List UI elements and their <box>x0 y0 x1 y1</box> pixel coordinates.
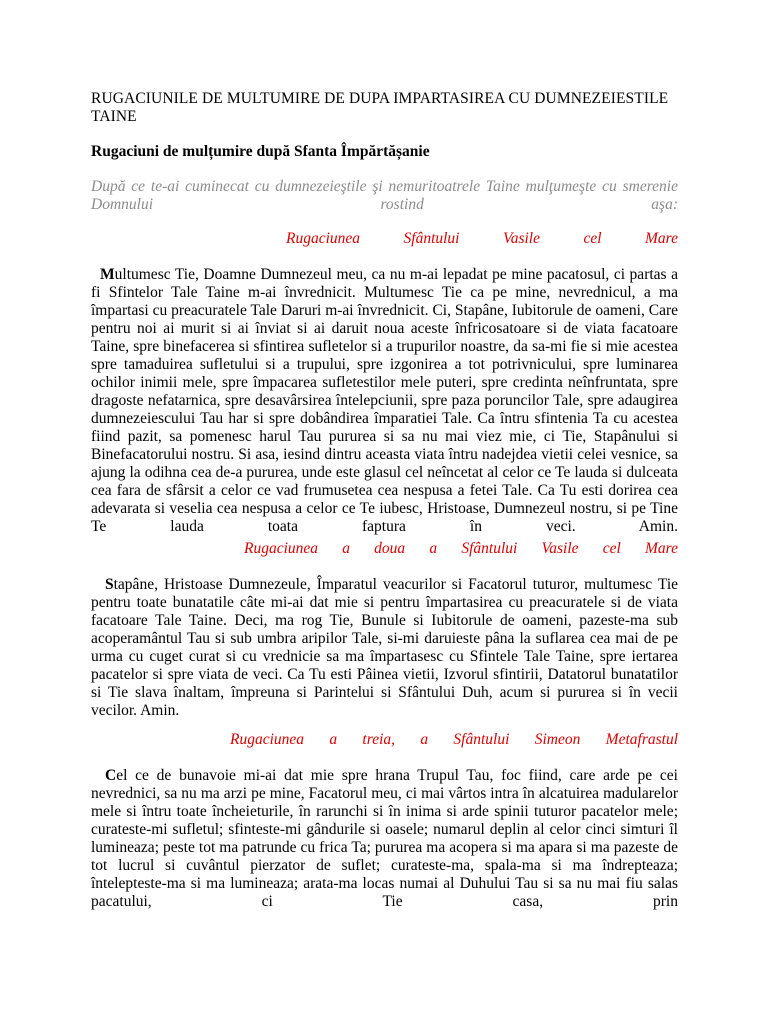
prayer-text-3: el ce de bunavoie mi-ai dat mie spre hrana Trupul Tau, foc fiind, care arde pe cei nevrednici, sa nu ma arzi pe mine, Facatorul meu, ci mai vârtos intra în alcatuirea madularelor mele si întru toate încheieturile, în rarunchi si în inima si arde spinii tuturor pacatelor mele; curateste-mi sufletul; sfinteste-mi gândurile si oasele; numarul deplin al celor cinci simturi îl lumineaza; peste tot ma patrunde cu frica Ta; pururea ma acopera si ma apara si ma pazeste de tot lucrul si cuvântul pierzator de suflet; curateste-ma, spala-ma si ma îndrepteaza; întelepteste-ma si ma lumineaza; arata-ma locas numai al Duhului Tau si sa nu mai fiu salas pacatului, ci Tie casa, prin <box>91 767 678 910</box>
prayer-body-2 <box>91 576 678 720</box>
prayer-heading-1: Rugaciunea Sfântului Vasile cel Mare <box>286 230 678 247</box>
prayer-text-2: tapâne, Hristoase Dumnezeule, Împaratul veacurilor si Facatorul tuturor, multumesc Tie pentru toate bunatatile câte mi-ai dat mie si pentru împartasirea cu preacuratele si de viata facatoare Tale Taine. Deci, ma rog Tie, Bunule si Iubitorule de oameni, pazeste-ma sub acoperamântul Tau si sub umbra aripilor Tale, si-mi daruieste pâna la suflarea cea mai de pe urma cu cuget curat si cu vrednicie sa ma împartasesc cu Sfintele Tale Taine, spre iertarea pacatelor si spre viata de veci. Ca Tu esti Pâinea vietii, Izvorul sfintirii, Datatorul bunatatilor si Tie slava înaltam, împreuna si Parintelui si Sfântului Duh, acum si pururea si în vecii vecilor. Amin. <box>91 576 678 719</box>
document-subtitle: Rugaciuni de mulțumire după Sfanta Împărtășanie <box>91 143 430 160</box>
prayer-initial-1: M <box>100 266 115 283</box>
intro-instruction: După ce te-ai cuminecat cu dumnezeieştile şi nemuritoatrele Taine mulţumeşte cu smerenie Domnului rostind aşa: <box>91 178 678 213</box>
prayer-text-1: ultumesc Tie, Doamne Dumnezeul meu, ca nu m-ai lepadat pe mine pacatosul, ci partas a fi Sfintelor Tale Taine m-ai învrednicit. Multumesc Tie ca pe mine, nevrednicul, a ma împartasi cu preacuratele Tale Daruri m-ai învrednicit. Ci, Stapâne, Iubitorule de oameni, Care pentru noi ai murit si ai înviat si ai daruit noua aceste înfricosatoare si de viata facatoare Taine, spre binefacerea si sfintirea sufletelor si a trupurilor noastre, da sa-mi fie si mie acestea spre tamaduirea sufletului si a trupului, spre izgonirea a tot potrivnicului, spre luminarea ochilor inimii mele, spre împacarea sufletestilor mele puteri, spre credinta neînfruntata, spre dragoste nefatarnica, spre desavârsirea întelepciunii, spre paza poruncilor Tale, spre adaugirea dumnezeiescului Tau har si spre dobândirea împaratiei Tale. Ca întru sfintenia Ta cu acestea fiind pazit, sa pomenesc harul Tau pururea si sa nu mai viez mie, ci Tie, Stapânului si Binefacatorului nostru. Si asa, iesind dintru aceasta viata întru nadejdea vietii celei vesnice, sa ajung la odihna cea de-a pururea, unde este glasul cel neîncetat al celor ce Te lauda si dulceata cea fara de sfârsit a celor ce vad frumusetea cea nespusa a fetei Tale. Ca Tu esti dorirea cea adevarata si veselia cea nespusa a celor ce Te iubesc, Hristoase, Dumnezeul nostru, si pe Tine Te lauda toata faptura în veci. Amin. <box>91 266 678 535</box>
prayer-heading-2: Rugaciunea a doua a Sfântului Vasile cel Mare <box>244 540 678 557</box>
prayer-heading-3: Rugaciunea a treia, a Sfântului Simeon Metafrastul <box>230 731 678 748</box>
prayer-initial-2: S <box>105 576 114 593</box>
document-title: RUGACIUNILE DE MULTUMIRE DE DUPA IMPARTASIREA CU DUMNEZEIESTILE TAINE <box>91 90 669 125</box>
prayer-body-3 <box>91 767 678 911</box>
prayer-initial-3: C <box>105 767 117 784</box>
prayer-body-1 <box>91 266 678 536</box>
